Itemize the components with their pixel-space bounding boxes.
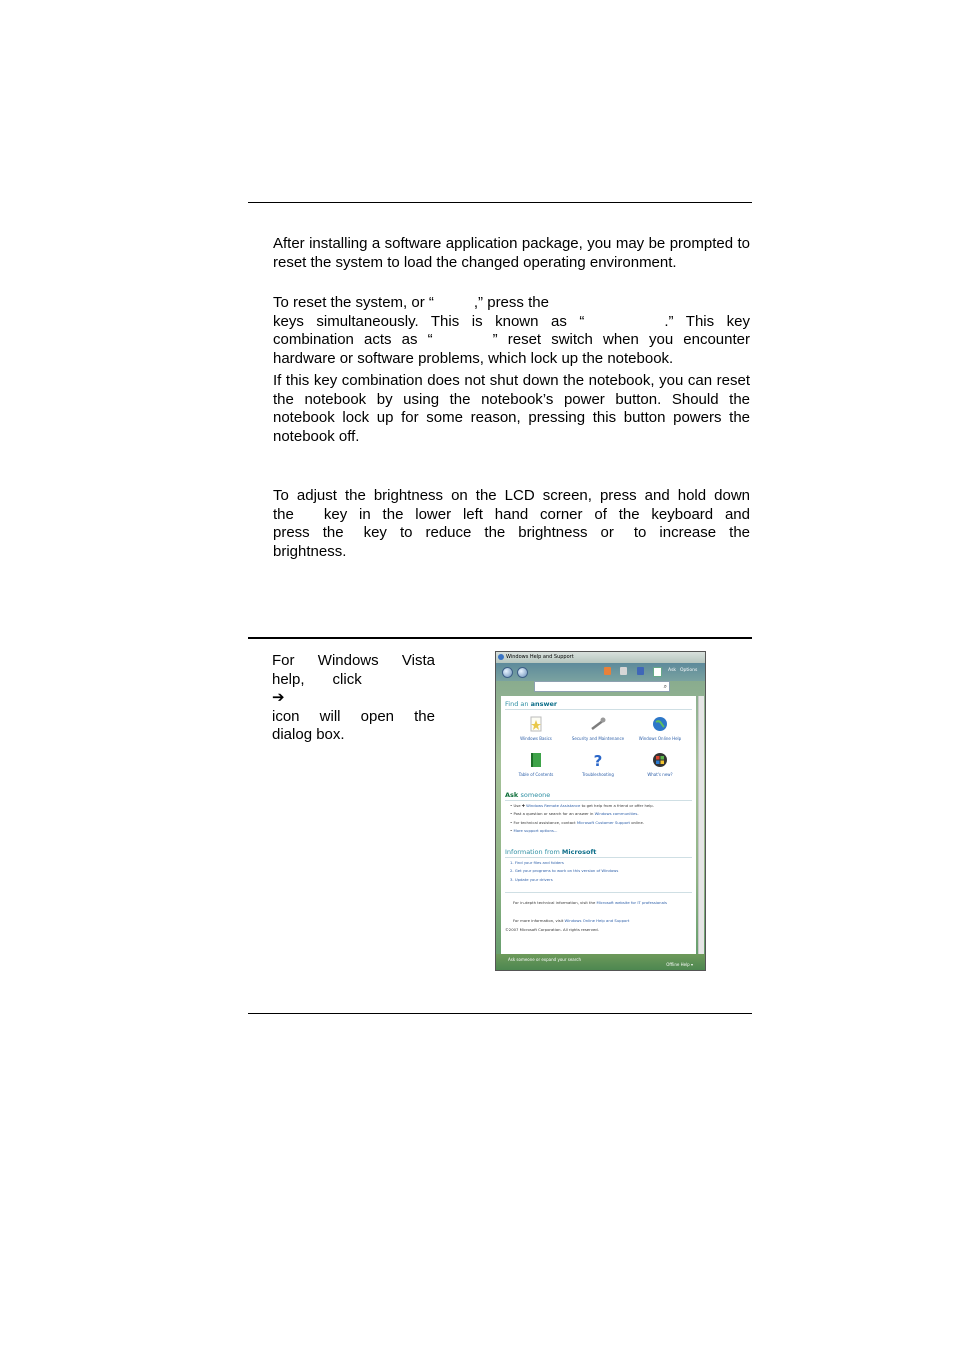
- ask-someone-heading: Ask someone: [505, 791, 551, 799]
- ask-label[interactable]: Ask: [668, 668, 677, 673]
- help-content: [501, 696, 696, 956]
- tile-windows-online-help[interactable]: Windows Online Help: [629, 716, 691, 741]
- window-title: Windows Help and Support: [506, 654, 574, 660]
- back-icon[interactable]: [502, 667, 513, 678]
- footer-it-pros: For in-depth technical information, visit the Microsoft website for IT professionals: [513, 900, 667, 905]
- section-rule: [248, 637, 752, 639]
- reset-line-4: hardware or software problems, which lock up the notebook.: [273, 349, 674, 367]
- tile-whats-new[interactable]: What's new?: [629, 752, 691, 777]
- divider: [505, 892, 692, 893]
- copyright: ©2007 Microsoft Corporation. All rights reserved.: [505, 927, 599, 932]
- tile-table-of-contents[interactable]: Table of Contents: [505, 752, 567, 777]
- brightness-paragraph: [273, 487, 750, 561]
- options-label[interactable]: Options: [680, 668, 698, 673]
- reset-line-2: keys simultaneously. This is known as “ .” This key: [273, 312, 750, 330]
- home-icon[interactable]: [604, 667, 611, 675]
- list-item[interactable]: 1. Find your files and folders: [510, 860, 564, 865]
- help-search-input[interactable]: [534, 681, 670, 692]
- list-item[interactable]: 2. Get your programs to work on this version of Windows: [510, 868, 619, 874]
- document-star-icon: [528, 716, 544, 732]
- window-toolbar: [496, 663, 705, 681]
- arrow-icon: ➔: [272, 689, 285, 706]
- svg-text:?: ?: [593, 752, 603, 768]
- list-item: • More support options...: [510, 827, 558, 833]
- ask-someone-list: [510, 802, 690, 835]
- brightness-line-4: brightness.: [273, 542, 347, 560]
- print-icon[interactable]: [620, 667, 627, 675]
- reset-paragraph-2: [273, 294, 750, 368]
- reset-line-1: To reset the system, or “ ,” press the: [273, 294, 549, 311]
- window-statusbar: [496, 954, 705, 970]
- list-item: • For technical assistance, contact Microsoft Customer Support online.: [510, 819, 644, 825]
- divider: [505, 709, 692, 710]
- browse-help-icon[interactable]: [637, 667, 644, 675]
- tile-security-maintenance[interactable]: Security and Maintenance: [567, 716, 629, 741]
- reset-paragraph-3: If this key combination does not shut down the notebook, you can reset the notebook by using the notebook’s power button. Should the notebook lock up for some reason, pressing this button powers the notebook off.: [273, 372, 750, 445]
- content-scrollbar[interactable]: [698, 696, 704, 956]
- ask-icon[interactable]: [653, 667, 662, 677]
- wrench-icon: [590, 716, 606, 732]
- header-rule: [248, 202, 752, 203]
- brightness-line-1: To adjust the brightness on the LCD screen, press and hold down: [273, 487, 750, 504]
- divider: [505, 857, 692, 858]
- brightness-line-3: press the key to reduce the brightness or to increase the: [273, 524, 751, 541]
- brightness-line-2: the key in the lower left hand corner of the keyboard and: [273, 505, 750, 523]
- tile-troubleshooting[interactable]: ? Troubleshooting: [582, 752, 614, 777]
- question-icon: [590, 752, 606, 768]
- search-icon[interactable]: ⌕: [663, 683, 667, 690]
- help-window-screenshot: [495, 651, 706, 971]
- help-instruction: For Windows Vista help, click ➔ icon will open the dialog box.: [272, 652, 435, 743]
- list-item: • Use ✚ Windows Remote Assistance to get help from a friend or offer help.: [510, 803, 654, 808]
- reset-paragraph-1: After installing a software application package, you may be prompted to reset the system to load the changed operating environment.: [273, 235, 750, 271]
- windows-logo-icon: [652, 752, 668, 768]
- globe-icon: [652, 716, 668, 732]
- status-ask[interactable]: Ask someone or expand your search: [508, 957, 582, 962]
- footer-rule: [248, 1013, 752, 1014]
- tile-windows-basics[interactable]: Windows Basics: [505, 716, 567, 741]
- book-icon: [528, 752, 544, 768]
- list-item: • Post a question or search for an answer in Windows communities.: [510, 811, 639, 817]
- status-offline-help[interactable]: Offline Help ▾: [666, 962, 693, 967]
- divider: [505, 800, 692, 801]
- list-item[interactable]: 3. Update your drivers: [510, 876, 553, 882]
- info-microsoft-heading: Information from Microsoft: [505, 848, 597, 856]
- reset-line-3: combination acts as “ ” reset switch when you encounter: [273, 331, 750, 348]
- info-list: [510, 859, 690, 884]
- footer-online-help: For more information, visit Windows Online Help and Support: [513, 918, 630, 923]
- find-answer-heading: Find an answer: [505, 700, 558, 708]
- help-app-icon: [498, 654, 504, 660]
- forward-icon[interactable]: [517, 667, 528, 678]
